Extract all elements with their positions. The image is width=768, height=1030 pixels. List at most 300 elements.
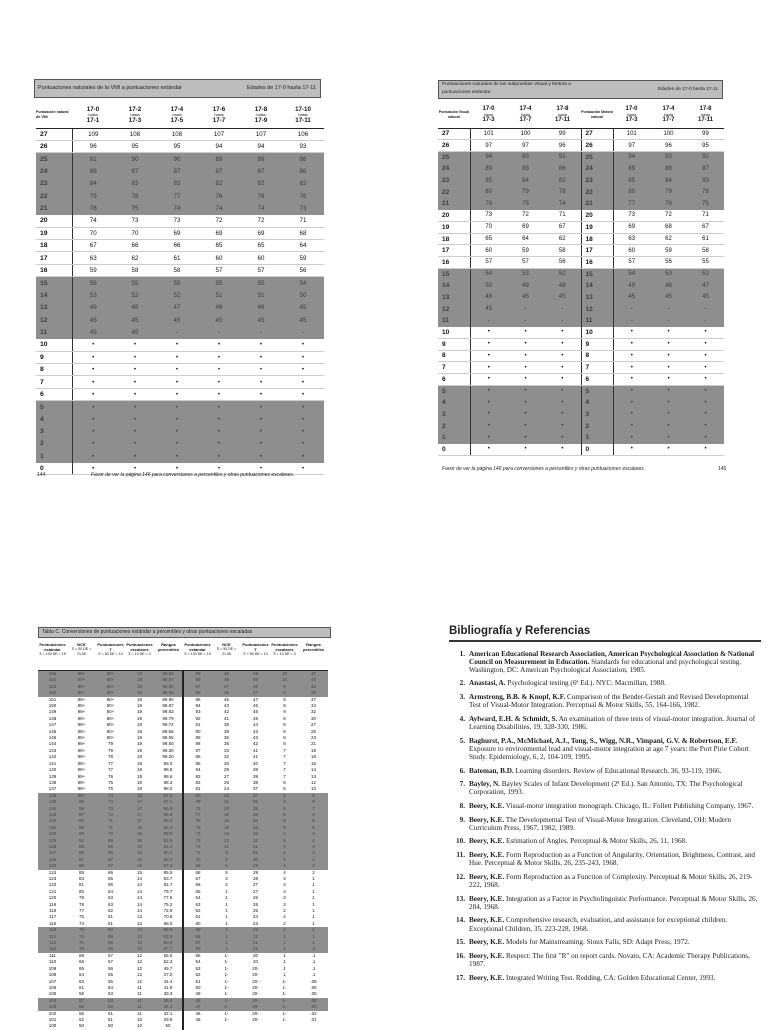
raw-score-cell: 20: [581, 210, 613, 222]
standard-score-cell: 56: [282, 264, 324, 276]
table-row: [438, 397, 724, 409]
age-hasta: hasta: [626, 112, 637, 117]
raw-score-cell: 22: [581, 186, 613, 198]
conversion-cell: 57: [107, 952, 113, 958]
conversion-cell: 20-: [252, 972, 259, 978]
visual-score-cell: -: [544, 315, 581, 327]
entry-text: Psychological testing (6ª Ed.). NYC: Macmillan, 1988.: [505, 679, 666, 688]
visual-score-cell: 88: [507, 163, 544, 175]
conversion-column-header: [154, 642, 183, 671]
conversion-cell: 45: [252, 715, 258, 721]
conversion-cell: 99+: [67, 793, 96, 799]
table-row: [438, 257, 724, 269]
conversion-cell: 95.9: [154, 812, 183, 818]
conversion-cell: 32: [241, 838, 270, 844]
standard-score-cell: •: [114, 339, 156, 351]
standard-score-cell: 45: [114, 314, 156, 326]
standard-score-cell: 95: [156, 140, 198, 152]
entry-author: Beery, K.E.: [469, 951, 505, 960]
table-row: [36, 128, 324, 140]
age-from: 17-8: [699, 105, 712, 112]
entry-text: Exposure to environmental lead and visual-motor integration at age 7 years: the Port Pirie Cohort Study. Epidemiology, 6, 2, 104-109, 1995.: [469, 744, 749, 761]
conversion-cell: 52: [78, 1016, 84, 1022]
conversion-cell: 1-: [282, 1016, 287, 1022]
visual-score-cell: 50: [470, 280, 507, 292]
entry-author: American Educational Research Association, American Psychological Association & National Council on Measurement in Education.: [469, 649, 755, 666]
table-title: Tabla C. Conversiones de puntuaciones estándar a percentiles y otras puntuaciones escaladas: [42, 629, 253, 635]
standard-score-cell: •: [114, 401, 156, 413]
entry-number: 3.: [459, 693, 465, 702]
standard-score-cell: •: [114, 376, 156, 388]
conversion-cell: 12: [136, 965, 142, 971]
conversion-cell: 146: [48, 728, 57, 734]
visual-score-cell: 74: [544, 198, 581, 210]
raw-score-cell: 0: [438, 444, 470, 456]
motor-score-cell: •: [613, 350, 650, 362]
column-label: Puntuaciones escalares: [126, 642, 153, 652]
conversion-cell: 110: [48, 959, 57, 965]
column-stats: X̄ = 50 DE = 21.06: [71, 647, 92, 656]
conversion-cell: 14: [136, 888, 142, 894]
conversion-cell: 80+: [106, 735, 115, 741]
motor-score-cell: 62: [650, 233, 687, 245]
conversion-cell: 51: [107, 1016, 113, 1022]
visual-score-cell: •: [507, 385, 544, 397]
standard-score-cell: -: [156, 326, 198, 338]
age-column-header: [687, 102, 724, 128]
conversion-cell: 65: [107, 876, 113, 881]
visual-score-cell: 93: [507, 151, 544, 163]
entry-text: Estimation of Angles. Perceptual & Motor Skills, 26, 11, 1968.: [504, 837, 687, 846]
entry-number: 17.: [456, 973, 465, 982]
visual-motor-conversion-table: [438, 102, 724, 456]
table-row: [36, 388, 324, 400]
conversion-cell: 52.3: [163, 959, 173, 965]
conversion-cell: 99.0: [163, 760, 173, 766]
raw-score-cell: 8: [438, 350, 470, 362]
conversion-cell: 119: [48, 901, 57, 907]
conversion-cell: 48: [212, 677, 241, 683]
standard-score-cell: 82: [282, 178, 324, 190]
standard-score-cell: 53: [72, 289, 114, 301]
conversion-cell: 48: [183, 998, 212, 1004]
conversion-cell: 69: [96, 844, 125, 850]
standard-score-cell: •: [282, 450, 324, 462]
table-row: [36, 413, 324, 425]
standard-score-cell: 69: [198, 227, 240, 239]
conversion-cell: 4: [299, 831, 328, 837]
visual-score-cell: •: [470, 420, 507, 432]
conversion-column-header: [212, 642, 241, 671]
conversion-cell: 19: [136, 747, 142, 753]
standard-score-cell: 73: [156, 215, 198, 227]
standard-score-cell: 57: [240, 264, 282, 276]
motor-score-cell: •: [613, 338, 650, 350]
motor-score-cell: •: [687, 362, 724, 374]
page-145: [428, 70, 739, 480]
conversion-cell: 19: [125, 677, 154, 683]
conversion-cell: 35: [241, 806, 270, 812]
conversion-cell: 13: [136, 920, 142, 926]
table-row: [36, 326, 324, 338]
table-row: [438, 385, 724, 397]
conversion-cell: 60: [183, 921, 212, 927]
conversion-cell: 2: [283, 914, 286, 920]
entry-text: Integration as a Factor in Psycholinguistic Performance. Perceptual & Motor Skills, 26, 284, 1968.: [469, 894, 758, 911]
standard-score-cell: 84: [72, 178, 114, 190]
visual-score-cell: 85: [470, 175, 507, 187]
conversion-cell: 20-: [252, 1016, 259, 1022]
conversion-cell: 1: [225, 908, 228, 914]
standard-score-cell: •: [156, 388, 198, 400]
motor-score-cell: 94: [613, 151, 650, 163]
raw-score-cell: 4: [581, 397, 613, 409]
conversion-cell: 1: [299, 934, 328, 940]
bibliography-entry: [449, 679, 761, 687]
conversion-cell: 67: [96, 863, 125, 869]
entry-text: Respect: The first "R" on report cards. Novato, CA: Academic Therapy Publications, 1987.: [469, 951, 750, 969]
entry-author: Anastasi, A.: [469, 679, 506, 688]
motor-score-cell: 78: [687, 186, 724, 198]
conversion-cell: 47: [241, 690, 270, 696]
raw-score-cell: 13: [36, 301, 72, 313]
conversion-cell: 11: [125, 1004, 154, 1010]
bibliography-entry: [449, 650, 761, 674]
conversion-cell: 10: [310, 786, 316, 792]
raw-score-cell: 14: [438, 280, 470, 292]
conversion-cell: 99.20: [162, 754, 174, 760]
motor-score-cell: 83: [687, 175, 724, 187]
conversion-cell: 80+: [106, 696, 115, 702]
standard-score-cell: 72: [240, 215, 282, 227]
conversion-cell: 6: [270, 799, 299, 805]
conversion-cell: 99.79: [162, 715, 174, 721]
motor-score-cell: •: [687, 420, 724, 432]
conversion-cell: 32: [223, 754, 229, 760]
raw-score-cell: 5: [438, 385, 470, 397]
age-column-header: [544, 102, 581, 128]
table-title: Puntuaciones naturales de la VMI a puntuaciones estándar: [38, 85, 183, 91]
standard-score-cell: •: [282, 388, 324, 400]
standard-score-cell: •: [282, 401, 324, 413]
age-hasta: hasta: [130, 112, 140, 117]
conversion-cell: 34.4: [154, 1004, 183, 1010]
visual-score-cell: 49: [507, 280, 544, 292]
conversion-cell: 19: [136, 735, 142, 741]
raw-score-cell: 13: [438, 292, 470, 304]
conversion-cell: 1: [225, 920, 228, 926]
conversion-column-header: [125, 642, 154, 671]
conversion-cell: 15: [212, 825, 241, 831]
conversion-cell: [212, 1023, 241, 1029]
bibliography-entry: [449, 938, 761, 946]
entry-number: 2.: [459, 679, 465, 688]
row-header-cell: Puntuación natural de VMI: [36, 102, 72, 128]
age-to: 17-7: [519, 116, 532, 123]
conversion-cell: 21: [241, 940, 270, 946]
conversion-cell: 41: [223, 715, 229, 721]
visual-score-cell: •: [507, 350, 544, 362]
conversion-cell: 63: [78, 978, 84, 984]
conversion-cell: 97.1: [154, 799, 183, 805]
conversion-cell: 1-: [224, 1010, 229, 1016]
visual-score-cell: -: [507, 303, 544, 315]
conversion-cell: 132: [38, 818, 67, 824]
percentile-conversion-table: [38, 642, 328, 1030]
conversion-cell: 71: [67, 940, 96, 946]
standard-score-cell: •: [114, 463, 156, 475]
conversion-cell: 91: [67, 838, 96, 844]
motor-score-cell: 53: [650, 268, 687, 280]
visual-score-cell: 70: [470, 222, 507, 234]
conversion-cell: 96: [183, 690, 212, 696]
entry-number: 16.: [456, 951, 465, 960]
standard-score-cell: •: [240, 463, 282, 475]
conversion-cell: 126: [38, 857, 67, 863]
motor-score-cell: 45: [650, 292, 687, 304]
conversion-cell: 31: [241, 850, 270, 856]
visual-score-cell: •: [507, 338, 544, 350]
conversion-cell: 154: [38, 677, 67, 683]
visual-score-cell: •: [470, 397, 507, 409]
row-header-cell: Puntuación Motora natural: [581, 102, 613, 128]
conversion-cell: 45: [183, 1017, 212, 1023]
conversion-cell: 135: [38, 799, 67, 805]
conversion-cell: 90.1: [154, 850, 183, 856]
table-title: Puntuaciones naturales de las subpruebas Visual y Motora a puntuaciones estándar: [442, 82, 571, 95]
age-column-header: [507, 102, 544, 128]
conversion-cell: 93: [67, 831, 96, 837]
standard-score-cell: 108: [156, 128, 198, 140]
motor-score-cell: 93: [650, 151, 687, 163]
conversion-cell: 86: [67, 863, 96, 869]
raw-score-cell: 16: [36, 264, 72, 276]
raw-score-cell: 6: [581, 373, 613, 385]
conversion-cell: 60: [96, 927, 125, 933]
conversion-cell: 49.7: [163, 965, 173, 971]
conversion-cell: 2: [283, 920, 286, 926]
visual-score-cell: •: [544, 409, 581, 421]
motor-score-cell: •: [613, 327, 650, 339]
conversion-cell: 1: [312, 895, 315, 901]
age-hasta: hasta: [88, 112, 98, 117]
conversion-cell: [183, 1023, 212, 1029]
conversion-cell: 45: [299, 677, 328, 683]
conversion-cell: 1: [212, 940, 241, 946]
standard-score-cell: 87: [114, 165, 156, 177]
conversion-cell: 101: [48, 1016, 57, 1022]
motor-score-cell: •: [687, 385, 724, 397]
conversion-cell: .06: [310, 984, 317, 990]
motor-score-cell: 58: [687, 245, 724, 257]
conversion-cell: 35: [223, 741, 229, 747]
conversion-cell: 16: [125, 838, 154, 844]
standard-score-cell: 76: [240, 190, 282, 202]
age-hasta: hasta: [520, 112, 531, 117]
visual-score-cell: 94: [470, 151, 507, 163]
conversion-cell: 3: [283, 888, 286, 894]
table-row: [438, 292, 724, 304]
table-row: [38, 671, 328, 678]
standard-score-cell: •: [282, 438, 324, 450]
raw-score-cell: 26: [581, 140, 613, 152]
conversion-cell: 8: [299, 799, 328, 805]
conversion-cell: 80+: [96, 677, 125, 683]
page-number: 145: [718, 466, 727, 472]
visual-score-cell: 59: [507, 245, 544, 257]
table-row: [438, 409, 724, 421]
conversion-cell: 2: [312, 869, 315, 875]
standard-score-cell: •: [198, 413, 240, 425]
conversion-cell: 1: [283, 952, 286, 958]
visual-score-cell: 65: [470, 233, 507, 245]
standard-score-cell: 50: [282, 289, 324, 301]
conversion-cell: 21: [212, 799, 241, 805]
age-from: 17-2: [128, 105, 142, 113]
conversion-cell: 4: [270, 863, 299, 869]
conversion-cell: .02: [310, 1010, 317, 1016]
bibliography-entry: [449, 802, 761, 810]
visual-score-cell: •: [470, 327, 507, 339]
conversion-cell: 75: [183, 825, 212, 831]
conversion-cell: 26: [252, 895, 258, 901]
conversion-cell: 99.55: [162, 735, 174, 741]
conversion-cell: 99+: [77, 728, 86, 734]
age-column-header: [613, 102, 650, 128]
standard-score-cell: •: [282, 425, 324, 437]
conversion-cell: 25: [252, 908, 258, 914]
motor-score-cell: 89: [613, 163, 650, 175]
conversion-cell: 66: [78, 959, 84, 965]
conversion-cell: 1-: [224, 972, 229, 978]
standard-score-cell: 70: [114, 227, 156, 239]
raw-score-cell: 8: [36, 363, 72, 375]
conversion-cell: 7: [283, 760, 286, 766]
conversion-cell: 1-: [270, 1004, 299, 1010]
age-hasta: hasta: [663, 112, 674, 117]
column-label: Puntuaciones escalares: [271, 642, 298, 652]
conversion-cell: 61: [107, 914, 113, 920]
motor-score-cell: •: [687, 432, 724, 444]
standard-score-cell: •: [198, 351, 240, 363]
conversion-cell: 59: [96, 940, 125, 946]
conversion-cell: .03: [299, 1004, 328, 1010]
conversion-cell: 129: [38, 838, 67, 844]
conversion-cell: 51: [107, 1010, 113, 1016]
bibliography-entry: [449, 693, 761, 709]
conversion-cell: 1-: [270, 998, 299, 1004]
entry-number: 4.: [459, 714, 465, 723]
standard-score-cell: •: [198, 438, 240, 450]
conversion-cell: 49: [241, 677, 270, 683]
conversion-cell: 117: [48, 914, 57, 920]
conversion-cell: 39: [252, 773, 258, 779]
conversion-cell: 140: [48, 767, 57, 773]
visual-score-cell: 73: [470, 210, 507, 222]
standard-score-cell: 69: [156, 227, 198, 239]
conversion-cell: 55.0: [163, 952, 173, 958]
conversion-cell: 3: [283, 895, 286, 901]
conversion-cell: 99+: [67, 684, 96, 690]
motor-score-cell: •: [650, 444, 687, 456]
conversion-cell: 71: [96, 818, 125, 824]
entry-author: Armstrong, B.B. & Knopf, K.F.: [469, 693, 566, 702]
visual-score-cell: 76: [470, 198, 507, 210]
age-from: 17-0: [625, 105, 638, 112]
standard-score-cell: 55: [240, 277, 282, 289]
standard-score-cell: •: [198, 363, 240, 375]
conversion-cell: 59: [96, 934, 125, 940]
conversion-cell: 72: [96, 812, 125, 818]
bibliography-entry: [449, 974, 761, 982]
motor-score-cell: 49: [613, 280, 650, 292]
age-from: 17-0: [482, 105, 495, 112]
conversion-cell: 41: [252, 747, 258, 753]
entry-author: Beery, K.E.: [469, 938, 505, 947]
age-from: 17-8: [254, 105, 268, 113]
visual-score-cell: •: [470, 385, 507, 397]
standard-score-cell: 75: [114, 202, 156, 214]
standard-score-cell: •: [240, 450, 282, 462]
conversion-cell: 1: [283, 965, 286, 971]
motor-score-cell: •: [687, 444, 724, 456]
bibliography-entry: [449, 767, 761, 775]
conversion-cell: 78: [107, 754, 113, 760]
age-hasta: hasta: [557, 112, 568, 117]
standard-score-cell: •: [72, 388, 114, 400]
conversion-cell: 72.9: [163, 908, 173, 914]
conversion-cell: 16: [125, 825, 154, 831]
conversion-cell: 40: [252, 760, 258, 766]
conversion-cell: 111: [49, 952, 56, 958]
standard-score-cell: 83: [156, 178, 198, 190]
conversion-cell: 19: [136, 709, 142, 715]
motor-score-cell: 59: [650, 245, 687, 257]
conversion-cell: 66: [183, 882, 212, 888]
conversion-cell: 103: [38, 1004, 67, 1010]
visual-score-cell: 62: [544, 233, 581, 245]
age-from: 17-0: [86, 105, 100, 113]
conversion-cell: 99+: [67, 671, 96, 678]
conversion-cell: 99+: [77, 703, 86, 709]
motor-score-cell: •: [650, 338, 687, 350]
conversion-cell: 79: [78, 895, 84, 901]
entry-number: 7.: [459, 780, 465, 789]
conversion-cell: 99.99: [154, 671, 183, 678]
conversion-cell: 65.5: [154, 927, 183, 933]
conversion-cell: 14: [136, 901, 142, 907]
standard-score-cell: 65: [240, 240, 282, 252]
column-label: NCE: [77, 642, 86, 647]
table-row: [438, 315, 724, 327]
conversion-cell: 139: [48, 773, 57, 779]
conversion-cell: 11: [212, 844, 241, 850]
conversion-cell: 138: [48, 779, 57, 785]
visual-score-cell: •: [470, 444, 507, 456]
conversion-cell: 88.7: [154, 857, 183, 863]
standard-score-cell: •: [156, 351, 198, 363]
conversion-cell: 49: [212, 671, 241, 678]
standard-score-cell: 61: [156, 252, 198, 264]
conversion-cell: 87: [67, 857, 96, 863]
conversion-cell: 95: [67, 825, 96, 831]
conversion-cell: 61: [183, 914, 212, 920]
conversion-cell: 10: [136, 1023, 142, 1029]
conversion-cell: 65: [183, 889, 212, 895]
conversion-cell: 27: [252, 882, 258, 888]
age-from: 17-4: [662, 105, 675, 112]
standard-score-cell: •: [114, 425, 156, 437]
